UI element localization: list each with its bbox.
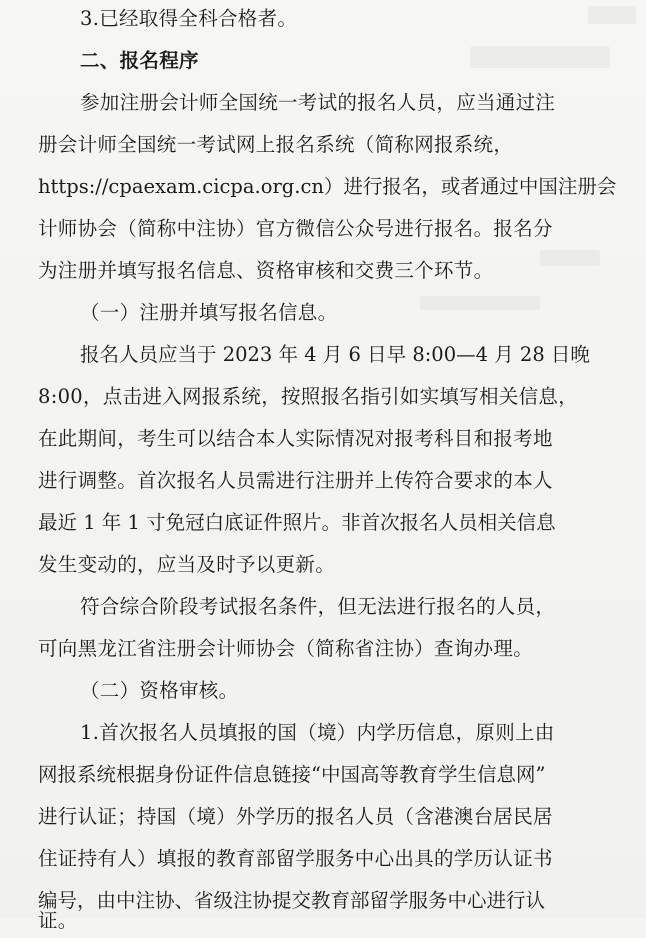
text-line: 发生变动的，应当及时予以更新。	[38, 553, 336, 576]
text-line-with-url: https://cpaexam.cicpa.org.cn）进行报名，或者通过中国注册会	[38, 175, 617, 198]
text-line: 1.首次报名人员填报的国（境）内学历信息，原则上由	[80, 721, 555, 744]
text-line: 进行认证；持国（境）外学历的报名人员（含港澳台居民居	[38, 805, 553, 828]
text-line: 报名人员应当于 2023 年 4 月 6 日早 8:00—4 月 28 日晚	[80, 343, 590, 366]
text-line: 册会计师全国统一考试网上报名系统（简称网报系统，	[38, 133, 514, 156]
text-line: 可向黑龙江省注册会计师协会（简称省注协）查询办理。	[38, 637, 534, 660]
text-line: 3.已经取得全科合格者。	[80, 7, 298, 30]
text-line-cut-off: 证。	[38, 909, 78, 932]
text-line: 符合综合阶段考试报名条件，但无法进行报名的人员，	[80, 595, 556, 618]
text-line: 参加注册会计师全国统一考试的报名人员，应当通过注	[80, 91, 556, 114]
subsection-heading: （二）资格审核。	[80, 679, 239, 702]
text-line: 住证持有人）填报的教育部留学服务中心出具的学历认证书	[38, 847, 553, 870]
text-line: 为注册并填写报名信息、资格审核和交费三个环节。	[38, 259, 494, 282]
subsection-heading: （一）注册并填写报名信息。	[80, 301, 338, 324]
text-line: 编号，由中注协、省级注协提交教育部留学服务中心进行认	[38, 889, 546, 912]
text-line: 8:00，点击进入网报系统，按照报名指引如实填写相关信息，	[38, 385, 578, 408]
text-line: 最近 1 年 1 寸免冠白底证件照片。非首次报名人员相关信息	[38, 511, 556, 534]
text-line: 计师协会（简称中注协）官方微信公众号进行报名。报名分	[38, 217, 553, 240]
text-line: 在此期间，考生可以结合本人实际情况对报考科目和报考地	[38, 427, 553, 450]
text-line: 进行调整。首次报名人员需进行注册并上传符合要求的本人	[38, 469, 553, 492]
text-line: 网报系统根据身份证件信息链接“中国高等教育学生信息网”	[38, 763, 546, 786]
section-heading: 二、报名程序	[80, 49, 199, 72]
